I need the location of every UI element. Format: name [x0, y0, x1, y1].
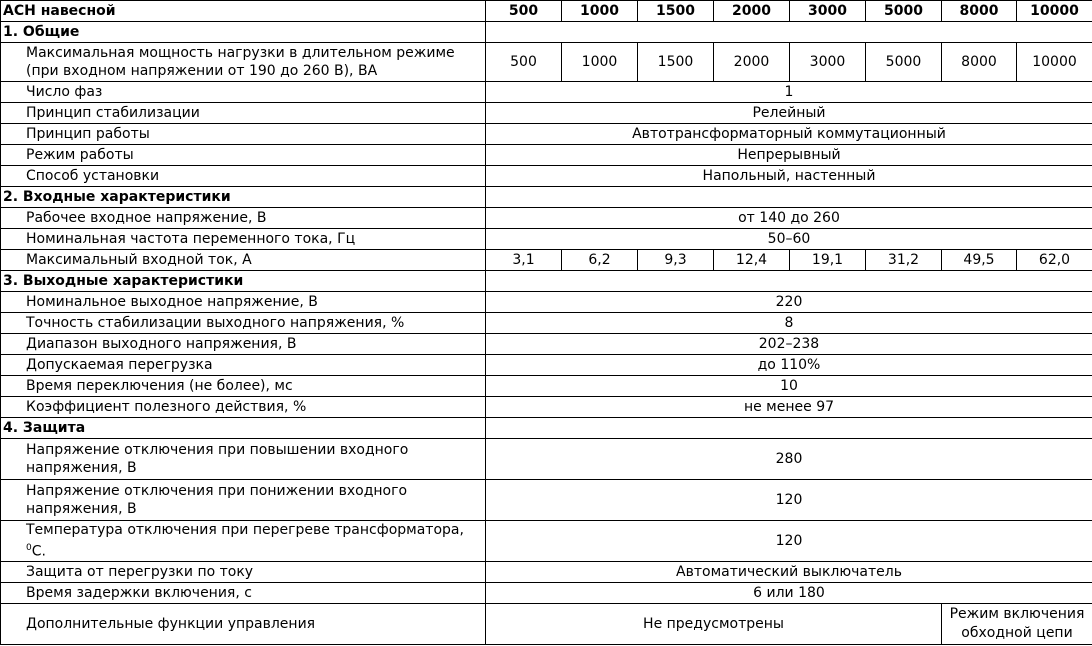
value-cell: 9,3	[638, 250, 714, 271]
param-label: Напряжение отключения при понижении входного напряжения, В	[1, 480, 486, 521]
section-row	[1, 187, 1092, 208]
header-row	[1, 1, 1092, 22]
value-cell: 220	[486, 292, 1092, 313]
value-cell: 31,2	[866, 250, 942, 271]
value-cell: 3000	[790, 43, 866, 82]
degree-superscript: 0	[26, 543, 32, 554]
section-row	[1, 271, 1092, 292]
table-row	[1, 103, 1092, 124]
table-row	[1, 583, 1092, 604]
section-row	[1, 418, 1092, 439]
param-label: Номинальное выходное напряжение, В	[1, 292, 486, 313]
table-row	[1, 250, 1092, 271]
table-row	[1, 292, 1092, 313]
value-cell: 2000	[714, 43, 790, 82]
value-cell: 6,2	[562, 250, 638, 271]
value-cell: 50–60	[486, 229, 1092, 250]
section-filler	[486, 22, 1092, 43]
table-row	[1, 334, 1092, 355]
model-500: 500	[486, 1, 562, 22]
model-1500: 1500	[638, 1, 714, 22]
model-10000: 10000	[1017, 1, 1092, 22]
model-5000: 5000	[866, 1, 942, 22]
value-cell: не менее 97	[486, 397, 1092, 418]
value-cell: Непрерывный	[486, 145, 1092, 166]
value-cell: 3,1	[486, 250, 562, 271]
param-label: Защита от перегрузки по току	[1, 562, 486, 583]
section-title-general: 1. Общие	[1, 22, 486, 43]
param-label: Коэффициент полезного действия, %	[1, 397, 486, 418]
table-row	[1, 480, 1092, 521]
value-cell: 62,0	[1017, 250, 1092, 271]
model-1000: 1000	[562, 1, 638, 22]
value-cell: 8000	[942, 43, 1017, 82]
value-cell: до 110%	[486, 355, 1092, 376]
param-label: Время переключения (не более), мс	[1, 376, 486, 397]
table-title: АСН навесной	[1, 1, 486, 22]
model-2000: 2000	[714, 1, 790, 22]
table-row	[1, 439, 1092, 480]
value-cell: Автотрансформаторный коммутационный	[486, 124, 1092, 145]
value-cell: 10000	[1017, 43, 1092, 82]
param-label: Способ установки	[1, 166, 486, 187]
param-label: Диапазон выходного напряжения, В	[1, 334, 486, 355]
table-row	[1, 82, 1092, 103]
table-row	[1, 397, 1092, 418]
param-label: Время задержки включения, с	[1, 583, 486, 604]
label-text-end: С.	[31, 543, 46, 560]
value-cell: 6 или 180	[486, 583, 1092, 604]
section-filler	[486, 271, 1092, 292]
value-cell: 8	[486, 313, 1092, 334]
value-cell: 120	[486, 521, 1092, 562]
table-row	[1, 376, 1092, 397]
value-cell: от 140 до 260	[486, 208, 1092, 229]
param-label: Максимальная мощность нагрузки в длительном режиме (при входном напряжении от 190 до 260 В), ВА	[1, 43, 486, 82]
param-label: Номинальная частота переменного тока, Гц	[1, 229, 486, 250]
section-filler	[486, 418, 1092, 439]
value-cell-bypass: Режим включения обходной цепи	[942, 604, 1092, 645]
table-row	[1, 562, 1092, 583]
param-label: Режим работы	[1, 145, 486, 166]
value-cell: 1	[486, 82, 1092, 103]
param-label: Допускаемая перегрузка	[1, 355, 486, 376]
value-cell: Не предусмотрены	[486, 604, 942, 645]
value-cell: 49,5	[942, 250, 1017, 271]
table-row	[1, 208, 1092, 229]
section-title-output: 3. Выходные характеристики	[1, 271, 486, 292]
section-title-input: 2. Входные характеристики	[1, 187, 486, 208]
table-row	[1, 229, 1092, 250]
value-cell: Автоматический выключатель	[486, 562, 1092, 583]
value-cell: 120	[486, 480, 1092, 521]
section-title-protection: 4. Защита	[1, 418, 486, 439]
table-row	[1, 355, 1092, 376]
param-label: Максимальный входной ток, А	[1, 250, 486, 271]
value-cell: 19,1	[790, 250, 866, 271]
param-label: Точность стабилизации выходного напряжения, %	[1, 313, 486, 334]
model-3000: 3000	[790, 1, 866, 22]
value-cell: 1500	[638, 43, 714, 82]
table-row	[1, 145, 1092, 166]
table-row	[1, 43, 1092, 82]
param-label: Дополнительные функции управления	[1, 604, 486, 645]
table-row	[1, 313, 1092, 334]
param-label: Рабочее входное напряжение, В	[1, 208, 486, 229]
model-8000: 8000	[942, 1, 1017, 22]
value-cell: 5000	[866, 43, 942, 82]
param-label	[1, 521, 486, 562]
value-cell: 202–238	[486, 334, 1092, 355]
table-row	[1, 124, 1092, 145]
value-cell: 12,4	[714, 250, 790, 271]
table-row	[1, 604, 1092, 645]
section-row	[1, 22, 1092, 43]
param-label: Напряжение отключения при повышении входного напряжения, В	[1, 439, 486, 480]
label-text: Температура отключения при перегреве трансформатора,	[26, 522, 464, 539]
table-row	[1, 166, 1092, 187]
param-label: Принцип работы	[1, 124, 486, 145]
section-filler	[486, 187, 1092, 208]
param-label: Принцип стабилизации	[1, 103, 486, 124]
value-cell: Напольный, настенный	[486, 166, 1092, 187]
param-label: Число фаз	[1, 82, 486, 103]
value-cell: Релейный	[486, 103, 1092, 124]
value-cell: 10	[486, 376, 1092, 397]
value-cell: 280	[486, 439, 1092, 480]
value-cell: 500	[486, 43, 562, 82]
table-row	[1, 521, 1092, 562]
value-cell: 1000	[562, 43, 638, 82]
